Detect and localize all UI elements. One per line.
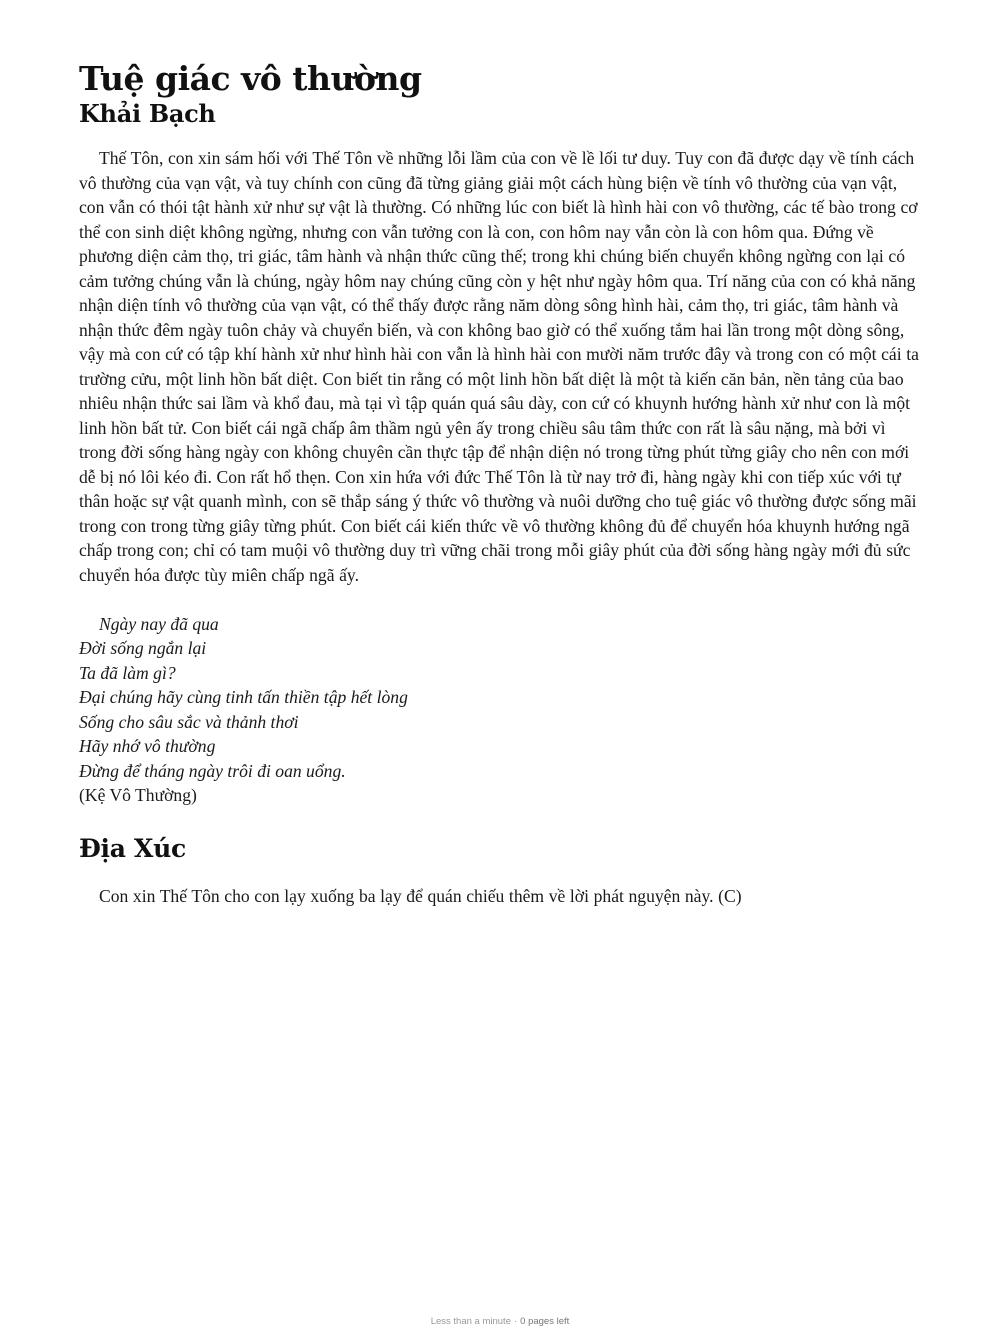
reading-progress-footer: [0, 1316, 1000, 1327]
poem-line: Ngày nay đã qua: [99, 613, 219, 634]
poem-source: (Kệ Vô Thường): [79, 785, 197, 805]
pages-left-label: 0 pages left: [520, 1316, 570, 1327]
chapter-author: Khải Bạch: [79, 99, 216, 128]
reader-page: [79, 58, 924, 908]
main-paragraph: Thế Tôn, con xin sám hối với Thế Tôn về những lỗi lầm của con về lề lối tư duy. Tuy con đã được dạy về tính cách vô thường của vạn vật, và tuy chính con cũng đã từng giảng giải một cách hùng biện về tính vô thường của vạn vật, con vẫn có thói tật hành xử như sự vật là thường. Có những lúc con biết là hình hài con vô thường, các tế bào trong cơ thể con sinh diệt không ngừng, nhưng con vẫn tưởng con là con, con hôm nay vẫn còn là con hôm qua. Đứng về phương diện cảm thọ, tri giác, tâm hành và nhận thức cũng thế; trong khi chúng biến chuyển không ngừng con lại có cảm tưởng chúng vẫn là chúng, ngày hôm nay chúng cũng còn y hệt như ngày hôm qua. Trí năng của con có khả năng nhận diện tính vô thường của vạn vật, có thể thấy được rằng năm dòng sông hình hài, cảm thọ, tri giác, tâm hành và nhận thức đêm ngày tuôn chảy và chuyển biến, và con không bao giờ có thể xuống tắm hai lần trong một dòng sông, vậy mà con cứ có tập khí hành xử như hình hài con vẫn là hình hài con mười năm trước đây và trong con có một cái ta trường cửu, một linh hồn bất diệt. Con biết tin rằng có một linh hồn bất diệt là một tà kiến căn bản, nền tảng của bao nhiêu nhận thức sai lầm và khổ đau, mà tại vì tập quán quá sâu dày, con cứ có khuynh hướng hành xử như con là một linh hồn bất tử. Con biết cái ngã chấp âm thầm ngủ yên ấy trong chiều sâu tâm thức con rất là sâu nặng, mà bởi vì trong đời sống hàng ngày con không chuyên cần thực tập để nhận diện nó trong từng phút từng giây cho nên con mới dễ bị nó lôi kéo đi. Con rất hổ thẹn. Con xin hứa với đức Thế Tôn là từ nay trở đi, hàng ngày khi con tiếp xúc với tự thân hoặc sự vật quanh mình, con sẽ thắp sáng ý thức vô thường và nuôi dưỡng cho tuệ giác vô thường được sống mãi trong con trong từng giây từng phút. Con biết cái kiến thức về vô thường không đủ để chuyển hóa khuynh hướng ngã chấp trong con; chỉ có tam muội vô thường duy trì vững chãi trong mỗi giây phút của đời sống hàng ngày mới đủ sức chuyển hóa được tùy miên chấp ngã ấy.: [79, 148, 919, 585]
poem-line: Hãy nhớ vô thường: [79, 736, 216, 756]
poem-line: Đừng để tháng ngày trôi đi oan uổng.: [79, 760, 346, 781]
chapter-title: Tuệ giác vô thường: [79, 59, 422, 98]
section-heading: Địa Xúc: [79, 833, 186, 863]
poem-line: Đại chúng hãy cùng tinh tấn thiền tập hết lòng: [79, 687, 408, 707]
time-left-label: Less than a minute: [430, 1316, 511, 1327]
poem-line: Ta đã làm gì?: [79, 662, 176, 683]
footer-separator: ·: [513, 1316, 518, 1327]
poem-block: [79, 612, 924, 808]
poem-line: Đời sống ngắn lại: [79, 638, 207, 658]
poem-line: Sống cho sâu sắc và thảnh thơi: [79, 711, 299, 732]
section-paragraph: Con xin Thế Tôn cho con lạy xuống ba lạy để quán chiếu thêm về lời phát nguyện này. (C): [99, 885, 742, 906]
